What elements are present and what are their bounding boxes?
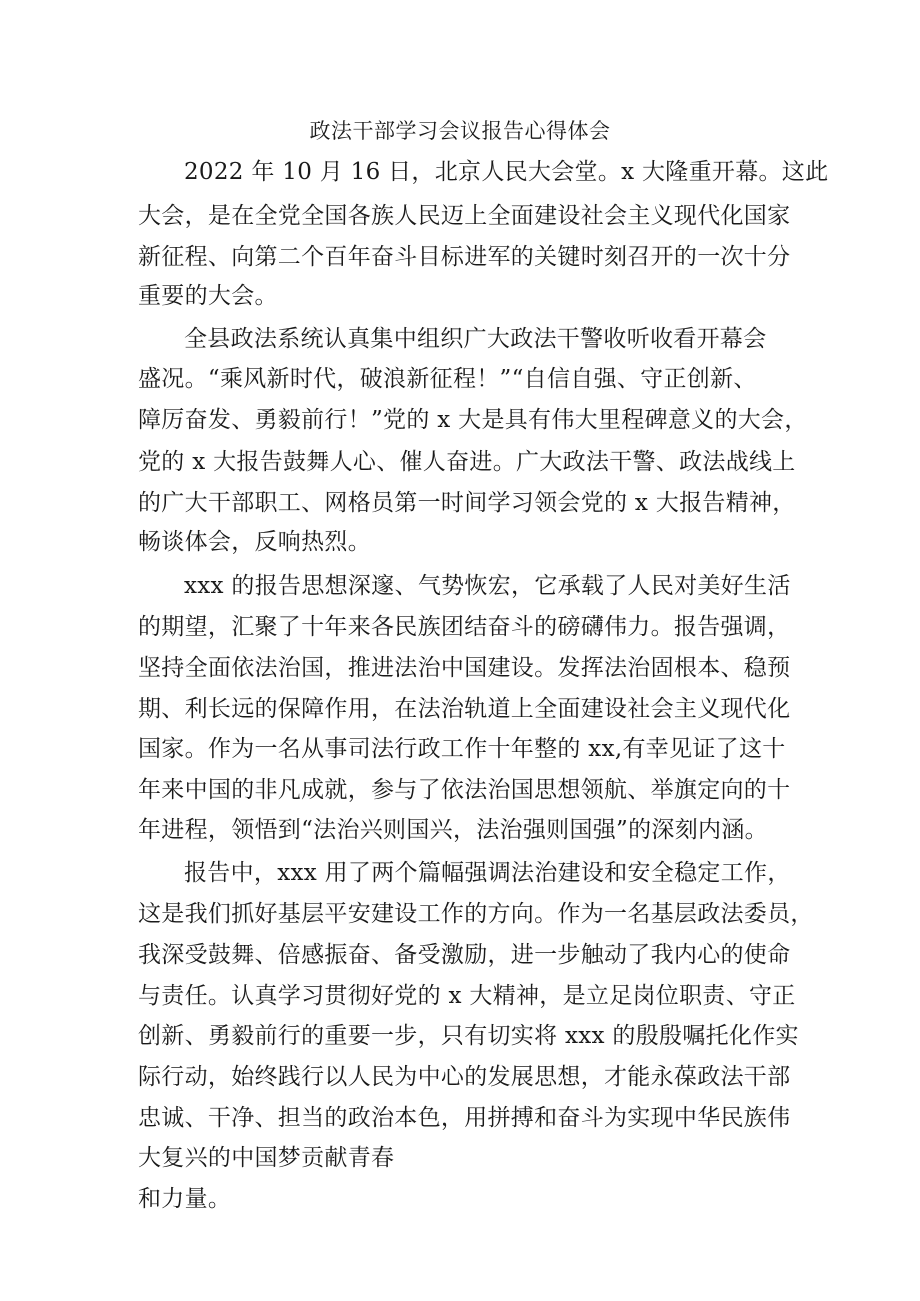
paragraph-line: 年进程，领悟到“法治兴则国兴，法治强则国强”的深刻内涵。 <box>138 817 768 843</box>
paragraph-line: 这是我们抓好基层平安建设工作的方向。作为一名基层政法委员， <box>138 901 814 927</box>
paragraph-line: 期、利长远的保障作用，在法治轨道上全面建设社会主义现代化 <box>138 696 791 722</box>
paragraph-line: 与责任。认真学习贯彻好党的 x 大精神，是立足岗位职责、守正 <box>138 983 796 1009</box>
paragraph-line: 忠诚、干净、担当的政治本色，用拼搏和奋斗为实现中华民族伟 <box>138 1105 791 1131</box>
paragraph-line: 全县政法系统认真集中组织广大政法干警收听收看开幕会 <box>184 326 767 352</box>
paragraph-line: 坚持全面依法治国，推进法治中国建设。发挥法治固根本、稳预 <box>138 655 791 681</box>
paragraph-line: 2022 年 10 月 16 日，北京人民大会堂。x 大隆重开幕。这此 <box>184 159 829 185</box>
paragraph-line: 的期望，汇聚了十年来各民族团结奋斗的磅礴伟力。报告强调， <box>138 614 791 640</box>
paragraph-line: 重要的大会。 <box>138 283 278 309</box>
paragraph-line: 大会，是在全党全国各族人民迈上全面建设社会主义现代化国家 <box>138 203 791 229</box>
paragraph-line: 国家。作为一名从事司法行政工作十年整的 xx,有幸见证了这十 <box>138 736 786 762</box>
paragraph-line: 年来中国的非凡成就，参与了依法治国思想领航、举旗定向的十 <box>138 777 791 803</box>
paragraph-line: 党的 x 大报告鼓舞人心、催人奋进。广大政法干警、政法战线上 <box>138 449 796 475</box>
paragraph-line: xxx 的报告思想深邃、气势恢宏，它承载了人民对美好生活 <box>184 573 791 599</box>
paragraph-line: 障厉奋发、勇毅前行！”党的 x 大是具有伟大里程碑意义的大会， <box>138 407 808 433</box>
paragraph-line: 我深受鼓舞、倍感振奋、备受激励，进一步触动了我内心的使命 <box>138 942 791 968</box>
paragraph-line: 的广大干部职工、网格员第一时间学习领会党的 x 大报告精神， <box>138 490 796 516</box>
paragraph-line: 报告中，xxx 用了两个篇幅强调法治建设和安全稳定工作， <box>184 860 791 886</box>
document-title: 政法干部学习会议报告心得体会 <box>309 119 611 143</box>
paragraph-line: 盛况。“乘风新时代，破浪新征程！”“自信自强、守正创新、 <box>138 366 757 392</box>
paragraph-line: 创新、勇毅前行的重要一步，只有切实将 xxx 的殷殷嘱托化作实 <box>138 1023 799 1049</box>
paragraph-line: 际行动，始终践行以人民为中心的发展思想，才能永葆政法干部 <box>138 1064 791 1090</box>
paragraph-line: 大复兴的中国梦贡献青春 <box>138 1145 395 1171</box>
paragraph-line: 新征程、向第二个百年奋斗目标进军的关键时刻召开的一次十分 <box>138 244 791 270</box>
paragraph-line: 和力量。 <box>138 1186 232 1212</box>
paragraph-line: 畅谈体会，反响热烈。 <box>138 529 371 555</box>
